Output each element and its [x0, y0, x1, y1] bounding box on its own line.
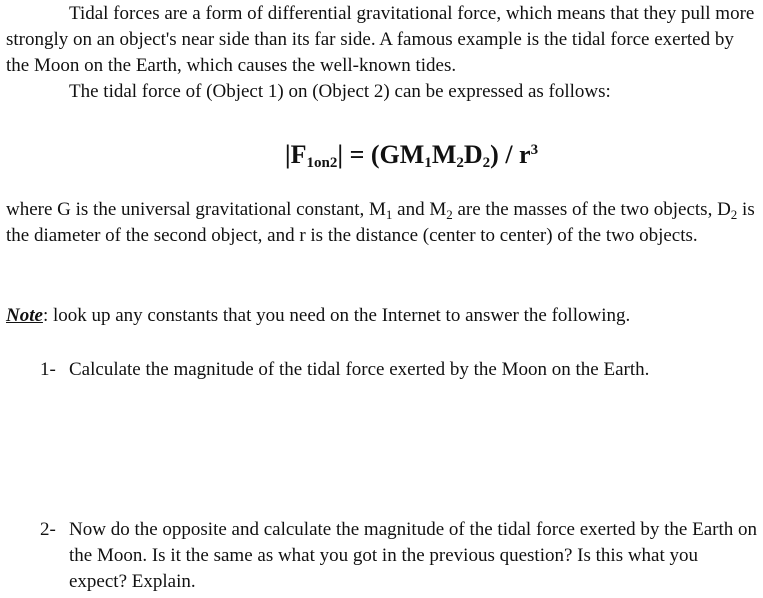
where-text-1: where G is the universal gravitational constant, M: [6, 199, 386, 220]
note-paragraph: [6, 303, 758, 329]
formula-lhs-subscript: 1on2: [306, 155, 338, 171]
formula-m2-subscript: 2: [456, 155, 464, 171]
note-label: Note: [6, 305, 43, 326]
note-text: : look up any constants that you need on the Internet to answer the following.: [42, 305, 631, 326]
formula-rhs-tail: ) / r: [490, 140, 531, 169]
where-text-2: and M: [392, 199, 447, 220]
tidal-force-formula: [0, 140, 763, 170]
variable-definitions-paragraph: [6, 197, 758, 249]
question-number: 1-: [40, 359, 56, 380]
formula-r-exponent: 3: [530, 142, 539, 158]
question-item: [40, 517, 760, 595]
where-m2-subscript: 2: [446, 207, 453, 222]
formula-d2-subscript: 2: [482, 155, 491, 171]
where-text-4: is the diameter of the second object, and r is the distance (center to center) of the two objects.: [6, 199, 755, 246]
intro-paragraph: Tidal forces are a form of differential gravitational force, which means that they pull more strongly on an object's near side than its far side. A famous example is the tidal force exerted by the Moon on the Earth, which causes the well-known tides.: [6, 3, 755, 76]
formula-d2: D: [463, 140, 483, 169]
question-item: [40, 357, 760, 383]
question-number: 2-: [40, 519, 56, 540]
question-text: Calculate the magnitude of the tidal force exerted by the Moon on the Earth.: [69, 359, 650, 380]
formula-lhs-close: | = (GM: [337, 140, 425, 169]
where-text-3: are the masses of the two objects, D: [452, 199, 731, 220]
where-m1-subscript: 1: [385, 207, 393, 222]
formula-m2: M: [431, 140, 457, 169]
where-d2-subscript: 2: [730, 207, 738, 222]
formula-intro-paragraph: The tidal force of (Object 1) on (Object 2) can be expressed as follows:: [69, 81, 611, 102]
question-text: Now do the opposite and calculate the magnitude of the tidal force exerted by the Earth on the Moon. Is it the same as what you got in the previous question? Is this what you expect? Explain.: [69, 519, 757, 592]
formula-lhs-open: |F: [284, 140, 307, 169]
formula-m1-subscript: 1: [424, 155, 432, 171]
